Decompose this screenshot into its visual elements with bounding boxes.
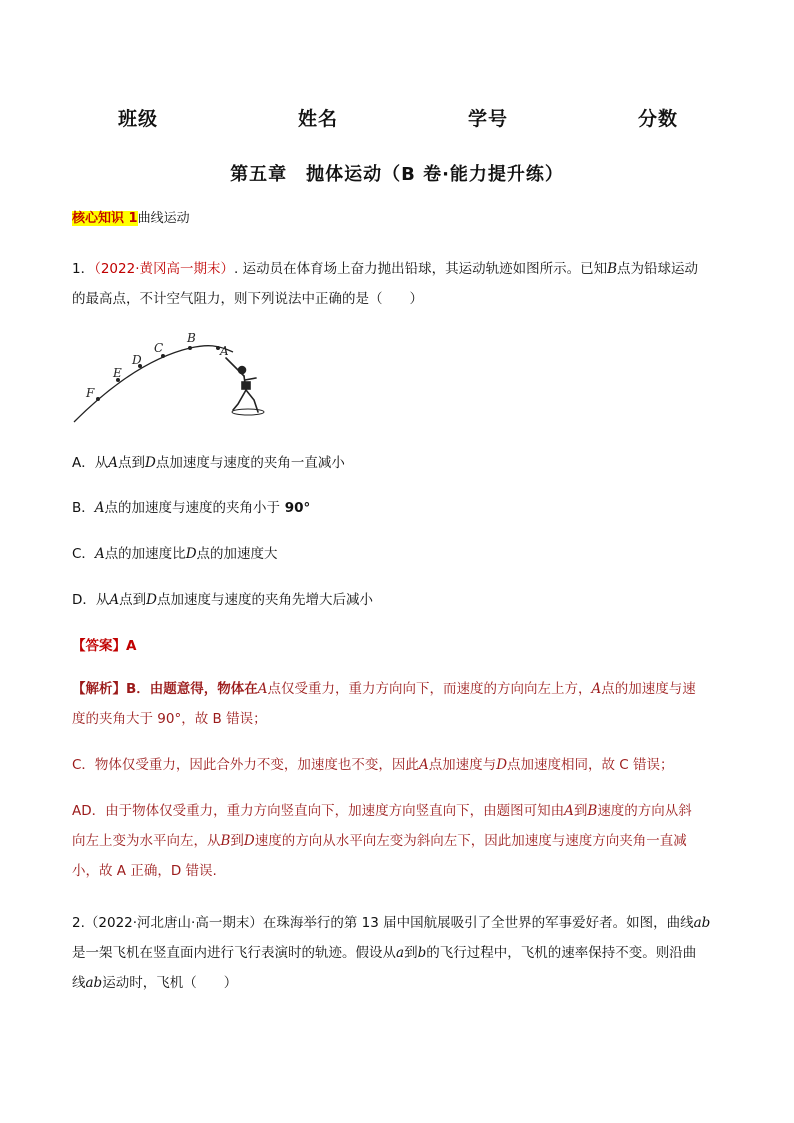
section-highlight: 核心知识 1 — [72, 211, 138, 226]
stem-text: 的最高点，不计空气阻力，则下列说法中正确的是（ ） — [72, 291, 423, 307]
stem-text: 在珠海举行的第 13 届中国航展吸引了全世界的军事爱好者。如图，曲线 — [262, 915, 694, 931]
option-d — [72, 589, 373, 611]
var-A: A — [564, 803, 574, 819]
athlete-icon — [226, 358, 264, 415]
var-A: A — [418, 757, 429, 773]
analysis-text: 速度的方向从水平向左变为斜向左下，因此加速度与速度方向夹角一直减 — [254, 833, 687, 849]
analysis-text: 到 — [230, 833, 244, 849]
analysis-text: 向左上变为水平向左，从 — [72, 833, 221, 849]
option-label: A． — [72, 455, 95, 471]
trajectory-figure — [68, 328, 293, 428]
option-text: 从 — [95, 592, 110, 608]
analysis-text: 度的夹角大于 90°，故 B 错误； — [72, 711, 267, 727]
analysis-text: 点仅受重力，重力方向向下，而速度的方向向左上方， — [267, 681, 592, 697]
question-number: 2. — [72, 915, 85, 931]
question-2-stem — [72, 908, 722, 998]
analysis-text: AD．由于物体仅受重力，重力方向竖直向下，加速度方向竖直向下，由题图可知由 — [72, 803, 565, 819]
point-B — [188, 346, 192, 350]
var-B: B — [587, 803, 598, 819]
section-heading — [72, 207, 190, 226]
question-number: 1． — [72, 261, 95, 277]
var-D: D — [243, 833, 255, 849]
var-B: B — [220, 833, 231, 849]
question-source: （2022·黄冈高一期末） — [94, 261, 234, 277]
analysis-paragraph-2 — [72, 750, 722, 780]
analysis-text: 到 — [573, 803, 588, 819]
stem-text: 运动时，飞机（ ） — [102, 975, 238, 991]
option-text: 90° — [280, 500, 311, 516]
var-D: D — [145, 455, 156, 471]
score-label: 分数 — [638, 108, 679, 130]
option-text: 点到 — [118, 455, 145, 471]
option-text: 点加速度与速度的夹角一直减小 — [155, 455, 345, 471]
question-1-stem — [72, 254, 722, 314]
analysis-paragraph-3 — [72, 796, 722, 886]
stem-text: 点为铅球运动 — [617, 261, 699, 277]
var-A: A — [108, 455, 118, 471]
var-D: D — [496, 757, 508, 773]
var-A: A — [257, 681, 268, 697]
option-text: 点的加速度大 — [196, 546, 278, 562]
trajectory-curve — [74, 346, 233, 422]
stem-text: 是一架飞机在竖直面内进行飞行表演时的轨迹。假设从 — [72, 945, 396, 961]
analysis-text: 点加速度相同，故 C 错误； — [507, 757, 674, 773]
analysis-text: 点的加速度与速 — [601, 681, 696, 697]
point-F — [96, 397, 100, 401]
var-B: B — [607, 261, 618, 277]
student-id-label: 学号 — [468, 108, 509, 130]
option-text: 点到 — [119, 592, 147, 608]
option-a — [72, 452, 345, 474]
label-C: C — [154, 341, 164, 355]
section-text: 曲线运动 — [137, 211, 190, 226]
option-label: B． — [72, 500, 95, 516]
name-label: 姓名 — [298, 108, 339, 130]
var-D: D — [146, 592, 157, 608]
option-c — [72, 543, 278, 565]
analysis-text: C．物体仅受重力，因此合外力不变，加速度也不变，因此 — [72, 757, 419, 773]
option-text: 点加速度与速度的夹角先增大后减小 — [156, 592, 373, 608]
label-A: A — [220, 344, 229, 358]
analysis-text: 速度的方向从斜 — [597, 803, 692, 819]
stem-text: 线 — [72, 975, 86, 991]
option-text: 点的加速度比 — [104, 546, 186, 562]
analysis-text: 【解析】B．由题意得，物体在 — [72, 681, 258, 697]
answer: 【答案】A — [72, 638, 137, 654]
option-b — [72, 497, 310, 519]
page-title: 第五章 抛体运动（B 卷·能力提升练） — [230, 164, 564, 185]
option-text: 从 — [94, 455, 109, 471]
class-label: 班级 — [118, 108, 159, 130]
stem-text: 到 — [404, 945, 418, 961]
label-D: D — [132, 353, 142, 367]
var-a: a — [396, 945, 405, 961]
analysis-text: 小，故 A 正确，D 错误. — [72, 863, 217, 879]
var-ab: ab — [85, 975, 103, 991]
stem-text: 的飞行过程中，飞机的速率保持不变。则沿曲 — [426, 945, 697, 961]
analysis-paragraph-1 — [72, 674, 722, 734]
label-F: F — [86, 386, 95, 400]
var-b: b — [417, 945, 427, 961]
var-A: A — [591, 681, 602, 697]
option-text: 点的加速度与速度的夹角小于 — [104, 500, 281, 516]
label-B: B — [187, 331, 196, 345]
analysis-text: 点加速度与 — [428, 757, 497, 773]
var-D: D — [185, 546, 197, 562]
option-label: C． — [72, 546, 95, 562]
option-label: D． — [72, 592, 96, 608]
stem-text: . 运动员在体育场上奋力抛出铅球，其运动轨迹如图所示。已知 — [234, 261, 608, 277]
var-A: A — [109, 592, 120, 608]
var-A: A — [94, 500, 105, 516]
label-E: E — [113, 366, 122, 380]
var-A: A — [94, 546, 105, 562]
question-source: （2022·河北唐山·高一期末） — [84, 915, 263, 931]
var-ab: ab — [693, 915, 711, 931]
